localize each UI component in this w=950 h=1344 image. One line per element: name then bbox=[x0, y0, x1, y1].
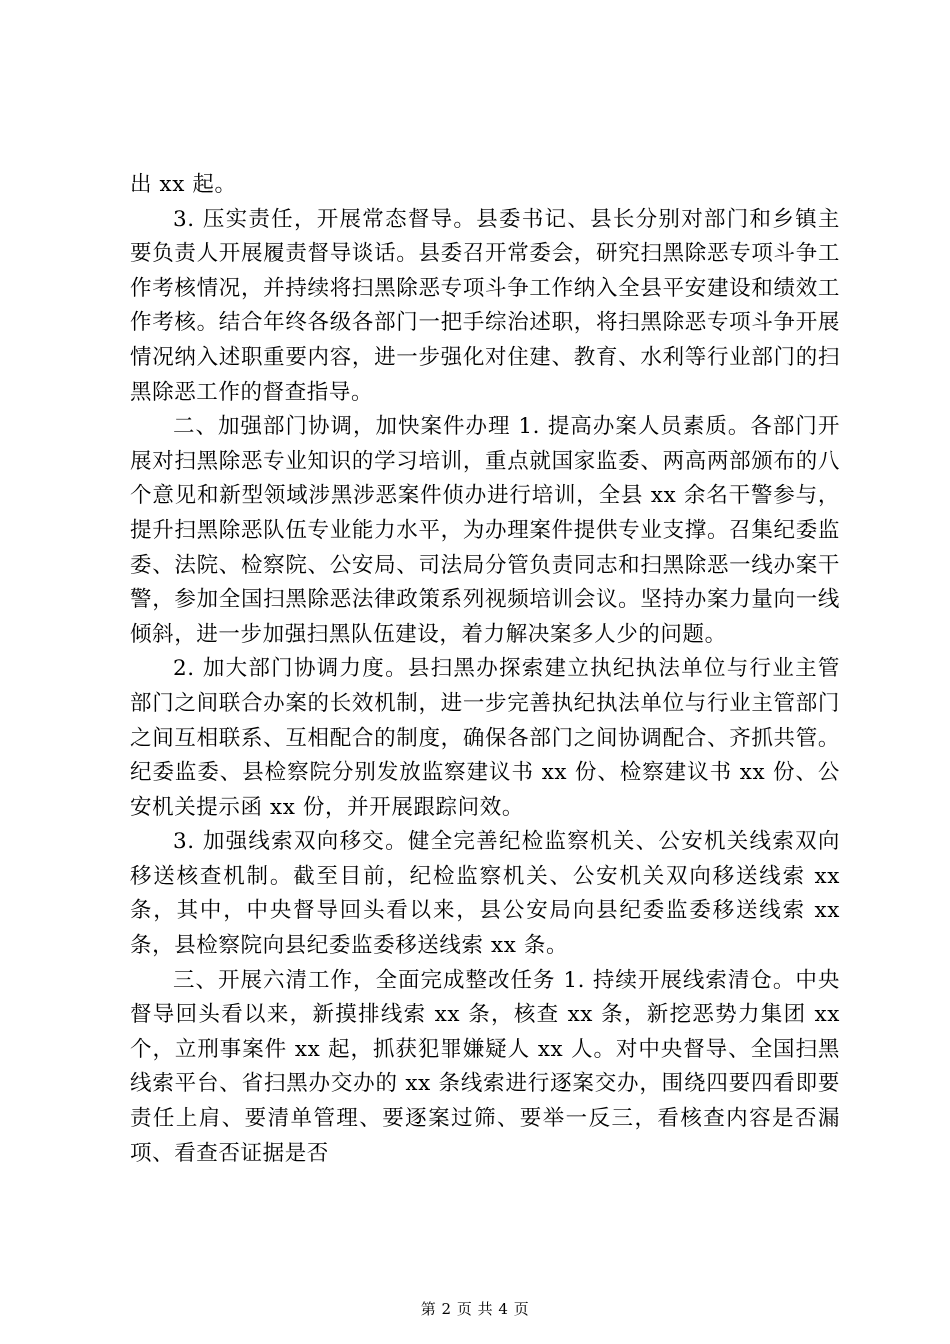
paragraph-coordination-strength: 2. 加大部门协调力度。县扫黑办探索建立执纪执法单位与行业主管部门之间联合办案的长效机制，进一步完善执纪执法单位与行业主管部门之间互相联系、互相配合的制度，确保各部门之间协调配合、齐抓共管。纪委监委、县检察院分别发放监察建议书 xx 份、检察建议书 xx 份、公安机关提示函 xx 份，并开展跟踪问效。 bbox=[130, 656, 840, 820]
page-footer: 第 2 页 共 4 页 bbox=[420, 1300, 530, 1318]
paragraph-department-coordination: 二、加强部门协调，加快案件办理 1. 提高办案人员素质。各部门开展对扫黑除恶专业知识的学习培训，重点就国家监委、两高两部颁布的八个意见和新型领域涉黑涉恶案件侦办进行培训，全县 xx 余名干警参与，提升扫黑除恶队伍专业能力水平，为办理案件提供专业支撑。召集纪委监委、法院、检察院、公安局、司法局分管负责同志和扫黑除恶一线办案干警，参加全国扫黑除恶法律政策系列视频培训会议。坚持办案力量向一线倾斜，进一步加强扫黑队伍建设，着力解决案多人少的问题。 bbox=[130, 414, 840, 647]
document-body bbox=[130, 168, 840, 1171]
paragraph-clue-transfer: 3. 加强线索双向移交。健全完善纪检监察机关、公安机关线索双向移送核查机制。截至目前，纪检监察机关、公安机关双向移送线索 xx 条，其中，中央督导回头看以来，县公安局向县纪委监委移送线索 xx 条，县检察院向县纪委监委移送线索 xx 条。 bbox=[130, 829, 840, 959]
paragraph-responsibility-supervision: 3. 压实责任，开展常态督导。县委书记、县长分别对部门和乡镇主要负责人开展履责督导谈话。县委召开常委会，研究扫黑除恶专项斗争工作考核情况，并持续将扫黑除恶专项斗争工作纳入全县平安建设和绩效工作考核。结合年终各级各部门一把手综治述职，将扫黑除恶专项斗争开展情况纳入述职重要内容，进一步强化对住建、教育、水利等行业部门的扫黑除恶工作的督查指导。 bbox=[130, 206, 840, 405]
paragraph-continuation: 出 xx 起。 bbox=[130, 172, 237, 197]
paragraph-six-clear-work: 三、开展六清工作，全面完成整改任务 1. 持续开展线索清仓。中央督导回头看以来，新摸排线索 xx 条，核查 xx 条，新挖恶势力集团 xx 个，立刑事案件 xx 起，抓获犯罪嫌疑人 xx 人。对中央督导、全国扫黑线索平台、省扫黑办交办的 xx 条线索进行逐案交办，围绕四要四看即要责任上肩、要清单管理、要逐案过筛、要举一反三，看核查内容是否漏项、看查否证据是否 bbox=[130, 967, 840, 1166]
